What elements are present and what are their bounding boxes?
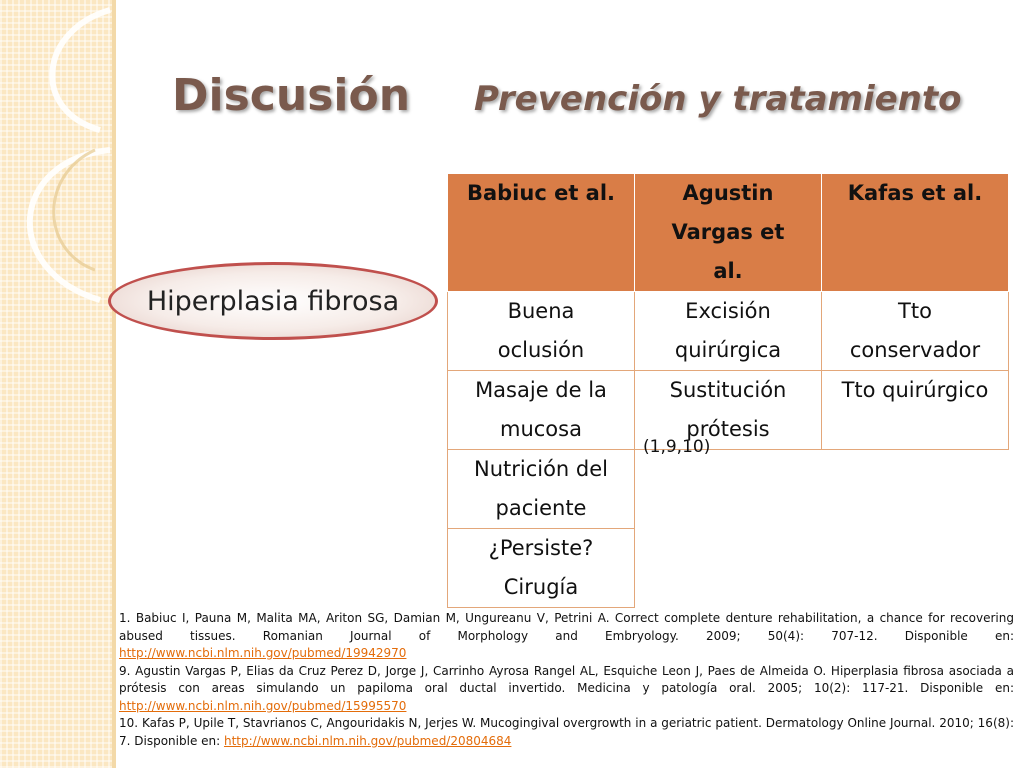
table-header-text: Agustin Vargas et al. [671, 181, 785, 283]
table-cell-text: ¿Persiste? Cirugía [488, 536, 594, 599]
table-cell-text: Nutrición del paciente [473, 457, 609, 520]
table-cell-text: Excisión quirúrgica [674, 299, 782, 362]
swirl-decoration-icon [0, 0, 160, 320]
table-row [448, 450, 1009, 529]
slide-title [172, 70, 962, 130]
table-cell [448, 292, 635, 371]
reference-item [119, 715, 1014, 750]
table-header-cell: Babiuc et al. [448, 174, 635, 292]
table-row [448, 292, 1009, 371]
table-cell-text: Tto conservador [849, 299, 981, 362]
reference-link[interactable]: http://www.ncbi.nlm.nih.gov/pubmed/15995570 [119, 698, 407, 713]
reference-link[interactable]: http://www.ncbi.nlm.nih.gov/pubmed/19942970 [119, 646, 407, 660]
table-cell [448, 371, 635, 450]
reference-text: 9. Agustin Vargas P, Elias da Cruz Perez D, Jorge J, Carrinho Ayrosa Rangel AL, Esquiche Leon J, Paes de Almeida O. Hiperplasia fibrosa asociada a prótesis con areas simulando un papiloma oral ductal invertido. Medicina y patología oral. 2005; 10(2): 117-21. Disponible en: [119, 663, 1014, 695]
table-cell: Tto quirúrgico [822, 371, 1009, 450]
table-cell-text: Sustitución prótesis [669, 378, 787, 441]
citation-numbers: (1,9,10) [643, 437, 711, 457]
reference-item [119, 663, 1014, 716]
table-header-row [448, 174, 1009, 292]
table-row [448, 529, 1009, 608]
table-cell [635, 292, 822, 371]
topic-label: Hiperplasia fibrosa [146, 285, 400, 317]
table-empty-cell [822, 529, 1009, 608]
reference-item [119, 610, 1014, 663]
table-cell [448, 529, 635, 608]
table-empty-cell [635, 450, 822, 529]
references-block [119, 610, 1014, 750]
table-header-cell: Kafas et al. [822, 174, 1009, 292]
table-cell-text: Buena oclusión [497, 299, 585, 362]
topic-ellipse [108, 262, 438, 340]
table-header-cell [635, 174, 822, 292]
comparison-table [447, 173, 1009, 608]
title-main: Discusión [172, 70, 411, 121]
table-empty-cell [822, 450, 1009, 529]
table-cell [822, 292, 1009, 371]
reference-text: 1. Babiuc I, Pauna M, Malita MA, Ariton SG, Damian M, Ungureanu V, Petrini A. Correct complete denture rehabilitation, a chance for recovering abused tissues. Romanian Journal of Morphology and Embryology. 2009; 50(4): 707-12. Disponible en: [119, 611, 1014, 643]
table-cell [448, 450, 635, 529]
reference-link[interactable]: http://www.ncbi.nlm.nih.gov/pubmed/20804684 [223, 733, 512, 748]
title-subtitle: Prevención y tratamiento [474, 79, 962, 119]
table-row [448, 371, 1009, 450]
table-empty-cell [635, 529, 822, 608]
reference-text: 10. Kafas P, Upile T, Stavrianos C, Angouridakis N, Jerjes W. Mucogingival overgrowth in a geriatric patient. Dermatology Online Journal. 2010; 16(8): 7. Disponible en: [119, 716, 1014, 748]
table-cell-text: Masaje de la mucosa [475, 378, 607, 441]
